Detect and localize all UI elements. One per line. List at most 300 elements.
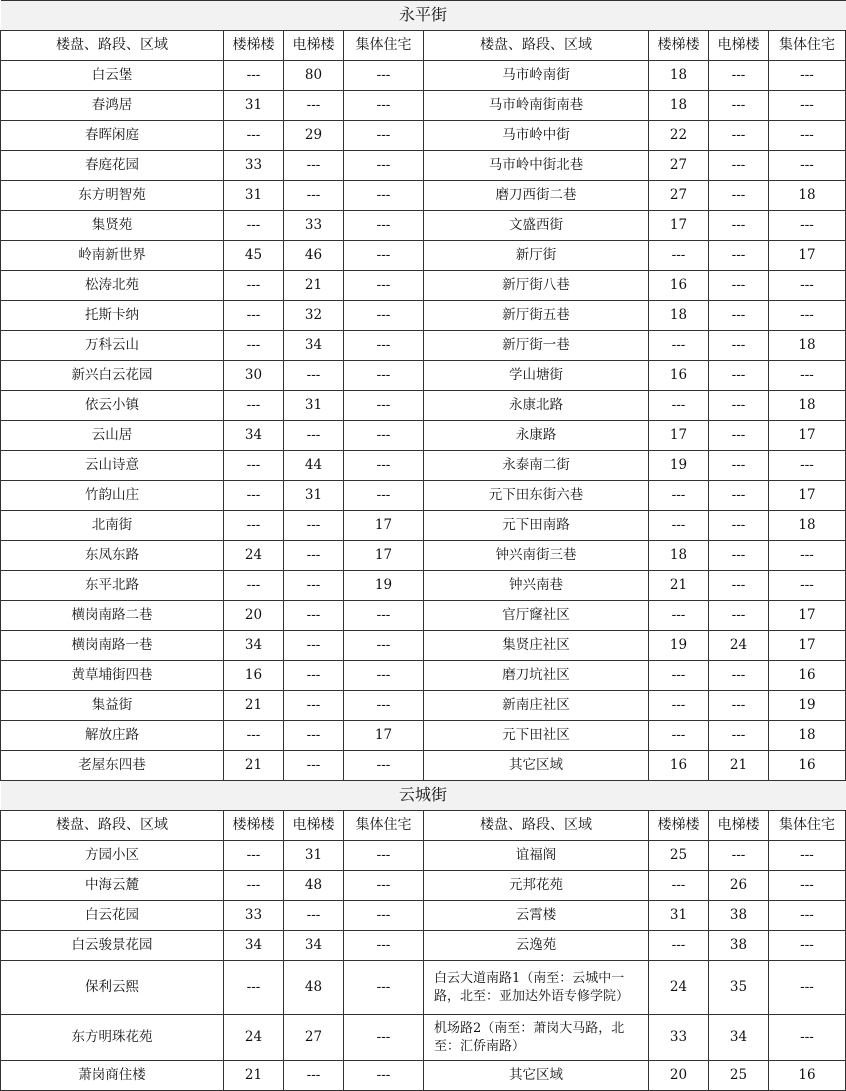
location-name-cell: 白云花园 — [1, 901, 224, 931]
table-row — [1, 901, 846, 931]
location-name-cell: 东方明珠花苑 — [1, 1015, 224, 1061]
location-name-cell: 马市岭南街南巷 — [424, 91, 649, 121]
table-row — [1, 601, 846, 631]
table-row — [1, 361, 846, 391]
value-cell: --- — [224, 721, 284, 751]
value-cell: --- — [344, 661, 424, 691]
value-cell: --- — [284, 751, 344, 781]
value-cell: --- — [224, 121, 284, 151]
value-cell: 26 — [709, 871, 769, 901]
value-cell: --- — [284, 631, 344, 661]
header-collective-col-2: 集体住宅 — [769, 811, 846, 841]
value-cell: 17 — [769, 481, 846, 511]
value-cell: 80 — [284, 61, 344, 91]
value-cell: --- — [769, 1015, 846, 1061]
value-cell: --- — [284, 151, 344, 181]
value-cell: 18 — [649, 301, 709, 331]
location-name-cell: 马市岭中街北巷 — [424, 151, 649, 181]
header-name-col: 楼盘、路段、区域 — [1, 811, 224, 841]
value-cell: --- — [769, 91, 846, 121]
value-cell: --- — [709, 211, 769, 241]
location-name-cell: 白云骏景花园 — [1, 931, 224, 961]
value-cell: 38 — [709, 901, 769, 931]
value-cell: 17 — [769, 631, 846, 661]
value-cell: 34 — [284, 931, 344, 961]
value-cell: 25 — [649, 841, 709, 871]
value-cell: --- — [224, 61, 284, 91]
value-cell: --- — [344, 751, 424, 781]
location-name-cell: 云逸苑 — [424, 931, 649, 961]
value-cell: --- — [709, 541, 769, 571]
location-name-cell: 岭南新世界 — [1, 241, 224, 271]
value-cell: 34 — [224, 631, 284, 661]
value-cell: --- — [224, 271, 284, 301]
header-elevator-col: 电梯楼 — [284, 811, 344, 841]
value-cell: 33 — [284, 211, 344, 241]
value-cell: 24 — [649, 961, 709, 1015]
value-cell: --- — [709, 151, 769, 181]
location-name-cell: 集贤苑 — [1, 211, 224, 241]
value-cell: --- — [224, 871, 284, 901]
value-cell: 18 — [769, 181, 846, 211]
value-cell: --- — [649, 331, 709, 361]
table-row — [1, 661, 846, 691]
value-cell: --- — [769, 361, 846, 391]
value-cell: --- — [709, 571, 769, 601]
value-cell: 21 — [224, 691, 284, 721]
value-cell: 18 — [769, 331, 846, 361]
column-header-row — [1, 31, 846, 61]
value-cell: 18 — [769, 721, 846, 751]
location-name-cell: 云山诗意 — [1, 451, 224, 481]
value-cell: --- — [224, 391, 284, 421]
value-cell: 34 — [224, 931, 284, 961]
value-cell: 16 — [769, 661, 846, 691]
location-name-cell: 新厅街一巷 — [424, 331, 649, 361]
value-cell: 32 — [284, 301, 344, 331]
location-name-cell: 云山居 — [1, 421, 224, 451]
value-cell: --- — [224, 481, 284, 511]
value-cell: --- — [344, 691, 424, 721]
value-cell: --- — [709, 271, 769, 301]
value-cell: 29 — [284, 121, 344, 151]
table-row — [1, 391, 846, 421]
value-cell: 18 — [769, 391, 846, 421]
location-name-cell: 元下田南路 — [424, 511, 649, 541]
location-name-cell: 横岗南路一巷 — [1, 631, 224, 661]
header-stair-col-2: 楼梯楼 — [649, 811, 709, 841]
value-cell: 19 — [769, 691, 846, 721]
table-row — [1, 151, 846, 181]
value-cell: 30 — [224, 361, 284, 391]
value-cell: --- — [344, 481, 424, 511]
value-cell: --- — [769, 151, 846, 181]
value-cell: 16 — [769, 751, 846, 781]
location-name-cell: 春庭花园 — [1, 151, 224, 181]
header-stair-col: 楼梯楼 — [224, 811, 284, 841]
table-row — [1, 91, 846, 121]
location-name-cell: 竹韵山庄 — [1, 481, 224, 511]
value-cell: 17 — [769, 241, 846, 271]
value-cell: --- — [344, 241, 424, 271]
location-name-cell: 解放庄路 — [1, 721, 224, 751]
value-cell: --- — [709, 691, 769, 721]
value-cell: --- — [649, 241, 709, 271]
value-cell: 27 — [649, 181, 709, 211]
value-cell: 34 — [284, 331, 344, 361]
value-cell: 34 — [709, 1015, 769, 1061]
value-cell: --- — [344, 871, 424, 901]
value-cell: 31 — [224, 91, 284, 121]
table-row — [1, 121, 846, 151]
table-row — [1, 721, 846, 751]
location-name-cell: 官厅窿社区 — [424, 601, 649, 631]
location-name-cell: 文盛西街 — [424, 211, 649, 241]
value-cell: 18 — [649, 61, 709, 91]
location-name-cell: 永康北路 — [424, 391, 649, 421]
value-cell: --- — [769, 211, 846, 241]
value-cell: --- — [649, 721, 709, 751]
value-cell: --- — [284, 901, 344, 931]
value-cell: 31 — [284, 391, 344, 421]
value-cell: 17 — [344, 541, 424, 571]
value-cell: --- — [769, 901, 846, 931]
table-row — [1, 511, 846, 541]
value-cell: 19 — [649, 631, 709, 661]
location-name-cell: 保利云熙 — [1, 961, 224, 1015]
value-cell: 21 — [224, 751, 284, 781]
table-row — [1, 271, 846, 301]
header-stair-col-2: 楼梯楼 — [649, 31, 709, 61]
value-cell: 16 — [224, 661, 284, 691]
location-name-cell: 万科云山 — [1, 331, 224, 361]
value-cell: --- — [224, 511, 284, 541]
value-cell: 31 — [284, 481, 344, 511]
value-cell: --- — [344, 961, 424, 1015]
value-cell: --- — [769, 841, 846, 871]
value-cell: 17 — [769, 421, 846, 451]
value-cell: --- — [344, 631, 424, 661]
value-cell: 44 — [284, 451, 344, 481]
value-cell: --- — [344, 211, 424, 241]
table-row — [1, 61, 846, 91]
table-row — [1, 1015, 846, 1061]
value-cell: --- — [709, 391, 769, 421]
table-row — [1, 1061, 846, 1091]
location-name-cell: 春鸿居 — [1, 91, 224, 121]
header-name-col-2: 楼盘、路段、区域 — [424, 31, 649, 61]
location-name-cell: 萧岗商住楼 — [1, 1061, 224, 1091]
value-cell: --- — [709, 181, 769, 211]
value-cell: 31 — [649, 901, 709, 931]
value-cell: 38 — [709, 931, 769, 961]
value-cell: --- — [649, 661, 709, 691]
value-cell: --- — [344, 841, 424, 871]
value-cell: 20 — [649, 1061, 709, 1091]
header-elevator-col: 电梯楼 — [284, 31, 344, 61]
table-row — [1, 571, 846, 601]
value-cell: --- — [649, 691, 709, 721]
value-cell: 46 — [284, 241, 344, 271]
location-name-cell: 中海云麓 — [1, 871, 224, 901]
value-cell: --- — [344, 331, 424, 361]
value-cell: --- — [284, 541, 344, 571]
value-cell: --- — [224, 331, 284, 361]
value-cell: 27 — [649, 151, 709, 181]
value-cell: --- — [344, 901, 424, 931]
location-name-cell: 元下田东街六巷 — [424, 481, 649, 511]
location-name-cell: 东凤东路 — [1, 541, 224, 571]
value-cell: --- — [709, 301, 769, 331]
value-cell: --- — [284, 661, 344, 691]
value-cell: --- — [224, 961, 284, 1015]
value-cell: 45 — [224, 241, 284, 271]
value-cell: --- — [709, 601, 769, 631]
value-cell: --- — [709, 121, 769, 151]
location-name-cell: 马市岭中街 — [424, 121, 649, 151]
value-cell: --- — [769, 451, 846, 481]
value-cell: --- — [224, 841, 284, 871]
value-cell: --- — [769, 541, 846, 571]
value-cell: 31 — [224, 181, 284, 211]
header-elevator-col-2: 电梯楼 — [709, 31, 769, 61]
value-cell: 34 — [224, 421, 284, 451]
value-cell: --- — [649, 481, 709, 511]
location-name-cell: 白云堡 — [1, 61, 224, 91]
table-row — [1, 481, 846, 511]
table-row — [1, 871, 846, 901]
value-cell: --- — [709, 661, 769, 691]
value-cell: --- — [769, 301, 846, 331]
value-cell: --- — [224, 301, 284, 331]
value-cell: 17 — [649, 211, 709, 241]
value-cell: --- — [649, 871, 709, 901]
location-name-cell: 春晖闲庭 — [1, 121, 224, 151]
location-name-cell: 依云小镇 — [1, 391, 224, 421]
value-cell: --- — [344, 121, 424, 151]
value-cell: --- — [284, 361, 344, 391]
value-cell: 18 — [649, 541, 709, 571]
table-row — [1, 961, 846, 1015]
value-cell: --- — [709, 61, 769, 91]
location-name-cell: 元邦花苑 — [424, 871, 649, 901]
value-cell: --- — [344, 301, 424, 331]
value-cell: --- — [224, 211, 284, 241]
location-name-cell: 横岗南路二巷 — [1, 601, 224, 631]
value-cell: --- — [344, 151, 424, 181]
value-cell: --- — [769, 871, 846, 901]
location-name-cell: 方园小区 — [1, 841, 224, 871]
value-cell: 24 — [224, 1015, 284, 1061]
value-cell: --- — [224, 571, 284, 601]
value-cell: 18 — [769, 511, 846, 541]
value-cell: --- — [284, 691, 344, 721]
value-cell: --- — [769, 271, 846, 301]
value-cell: 22 — [649, 121, 709, 151]
table-row — [1, 841, 846, 871]
location-name-cell: 马市岭南街 — [424, 61, 649, 91]
location-name-cell: 谊福阁 — [424, 841, 649, 871]
value-cell: --- — [649, 511, 709, 541]
section-title-row — [1, 1, 846, 31]
location-name-cell: 学山塘街 — [424, 361, 649, 391]
location-name-cell: 东方明智苑 — [1, 181, 224, 211]
header-collective-col: 集体住宅 — [344, 811, 424, 841]
location-name-cell: 其它区域 — [424, 751, 649, 781]
location-name-cell: 东平北路 — [1, 571, 224, 601]
value-cell: 17 — [344, 511, 424, 541]
value-cell: --- — [769, 121, 846, 151]
table-row — [1, 301, 846, 331]
value-cell: 33 — [224, 901, 284, 931]
location-name-cell: 新南庄社区 — [424, 691, 649, 721]
location-name-cell: 其它区域 — [424, 1061, 649, 1091]
value-cell: 16 — [649, 361, 709, 391]
value-cell: --- — [709, 91, 769, 121]
value-cell: 24 — [709, 631, 769, 661]
value-cell: --- — [344, 271, 424, 301]
value-cell: --- — [344, 91, 424, 121]
value-cell: --- — [709, 841, 769, 871]
location-name-cell: 黄草埔街四巷 — [1, 661, 224, 691]
value-cell: 16 — [649, 271, 709, 301]
value-cell: --- — [284, 511, 344, 541]
table-row — [1, 211, 846, 241]
value-cell: --- — [344, 181, 424, 211]
header-elevator-col-2: 电梯楼 — [709, 811, 769, 841]
location-name-cell: 磨刀坑社区 — [424, 661, 649, 691]
table-row — [1, 931, 846, 961]
location-name-cell: 集贤庄社区 — [424, 631, 649, 661]
section-title: 永平街 — [1, 1, 846, 31]
table-row — [1, 331, 846, 361]
value-cell: 48 — [284, 961, 344, 1015]
value-cell: --- — [224, 451, 284, 481]
value-cell: --- — [769, 931, 846, 961]
table-row — [1, 751, 846, 781]
value-cell: --- — [649, 931, 709, 961]
value-cell: --- — [709, 241, 769, 271]
location-name-cell: 机场路2（南至：萧岗大马路，北至：汇侨南路） — [424, 1015, 649, 1061]
value-cell: 18 — [649, 91, 709, 121]
value-cell: --- — [769, 61, 846, 91]
value-cell: 16 — [769, 1061, 846, 1091]
value-cell: 19 — [649, 451, 709, 481]
value-cell: 35 — [709, 961, 769, 1015]
value-cell: --- — [649, 601, 709, 631]
header-name-col-2: 楼盘、路段、区域 — [424, 811, 649, 841]
value-cell: --- — [344, 451, 424, 481]
value-cell: 16 — [649, 751, 709, 781]
location-name-cell: 新厅街 — [424, 241, 649, 271]
value-cell: --- — [709, 421, 769, 451]
table-row — [1, 181, 846, 211]
location-name-cell: 永康路 — [424, 421, 649, 451]
value-cell: --- — [344, 601, 424, 631]
location-name-cell: 新厅街八巷 — [424, 271, 649, 301]
value-cell: 25 — [709, 1061, 769, 1091]
value-cell: 21 — [649, 571, 709, 601]
table-row — [1, 631, 846, 661]
location-name-cell: 钟兴南巷 — [424, 571, 649, 601]
location-name-cell: 新兴白云花园 — [1, 361, 224, 391]
value-cell: --- — [769, 571, 846, 601]
value-cell: 27 — [284, 1015, 344, 1061]
location-name-cell: 集益街 — [1, 691, 224, 721]
section-title-row — [1, 781, 846, 811]
value-cell: --- — [344, 1015, 424, 1061]
table-row — [1, 421, 846, 451]
location-name-cell: 磨刀西街二巷 — [424, 181, 649, 211]
value-cell: 17 — [344, 721, 424, 751]
value-cell: --- — [284, 421, 344, 451]
value-cell: --- — [284, 721, 344, 751]
value-cell: 24 — [224, 541, 284, 571]
location-name-cell: 松涛北苑 — [1, 271, 224, 301]
value-cell: --- — [709, 511, 769, 541]
value-cell: --- — [769, 961, 846, 1015]
value-cell: --- — [344, 61, 424, 91]
value-cell: 20 — [224, 601, 284, 631]
header-stair-col: 楼梯楼 — [224, 31, 284, 61]
value-cell: --- — [344, 1061, 424, 1091]
value-cell: --- — [344, 931, 424, 961]
table-row — [1, 541, 846, 571]
value-cell: --- — [344, 421, 424, 451]
location-name-cell: 云霄楼 — [424, 901, 649, 931]
location-name-cell: 元下田社区 — [424, 721, 649, 751]
value-cell: 17 — [769, 601, 846, 631]
value-cell: --- — [649, 391, 709, 421]
value-cell: --- — [284, 601, 344, 631]
value-cell: --- — [284, 571, 344, 601]
header-name-col: 楼盘、路段、区域 — [1, 31, 224, 61]
value-cell: --- — [284, 1061, 344, 1091]
value-cell: --- — [344, 361, 424, 391]
location-name-cell: 新厅街五巷 — [424, 301, 649, 331]
value-cell: --- — [709, 331, 769, 361]
value-cell: --- — [709, 361, 769, 391]
value-cell: --- — [284, 91, 344, 121]
value-cell: 21 — [224, 1061, 284, 1091]
value-cell: 31 — [284, 841, 344, 871]
table-row — [1, 241, 846, 271]
value-cell: 48 — [284, 871, 344, 901]
value-cell: --- — [284, 181, 344, 211]
location-name-cell: 永泰南二街 — [424, 451, 649, 481]
value-cell: 21 — [709, 751, 769, 781]
location-name-cell: 老屋东四巷 — [1, 751, 224, 781]
value-cell: 21 — [284, 271, 344, 301]
location-name-cell: 托斯卡纳 — [1, 301, 224, 331]
location-name-cell: 北南街 — [1, 511, 224, 541]
value-cell: 17 — [649, 421, 709, 451]
value-cell: --- — [709, 721, 769, 751]
value-cell: --- — [709, 481, 769, 511]
section-title: 云城街 — [1, 781, 846, 811]
table-row — [1, 451, 846, 481]
value-cell: 33 — [649, 1015, 709, 1061]
value-cell: 33 — [224, 151, 284, 181]
location-name-cell: 钟兴南街三巷 — [424, 541, 649, 571]
value-cell: --- — [344, 391, 424, 421]
table-row — [1, 691, 846, 721]
location-name-cell: 白云大道南路1（南至：云城中一路，北至：亚加达外语专修学院） — [424, 961, 649, 1015]
header-collective-col: 集体住宅 — [344, 31, 424, 61]
value-cell: --- — [709, 451, 769, 481]
column-header-row — [1, 811, 846, 841]
value-cell: 19 — [344, 571, 424, 601]
